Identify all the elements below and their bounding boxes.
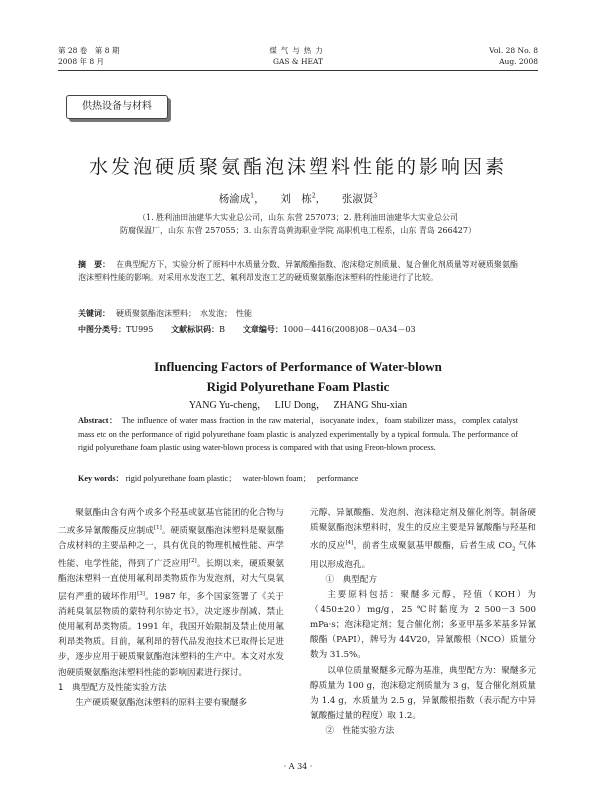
keywords-en-text: rigid polyurethane foam plastic； water-blown foam； performance (125, 474, 359, 483)
citation-3: [3] (137, 591, 145, 598)
keywords-en-label: Key words： (78, 474, 124, 483)
issue-date-en: Aug. 2008 (499, 57, 538, 66)
journal-name-cn: 煤气与热力 (269, 46, 327, 55)
section-heading-1: 1 典型配方及性能实验方法 (58, 682, 167, 693)
affiliations (60, 211, 536, 237)
intro-text-1: 聚氨酯由含有两个或多个羟基或氨基官能团的化合物与二或多异氰酸酯反应制成 (58, 508, 284, 536)
keywords-cn-label: 关键词： (78, 309, 110, 318)
citation-1: [1] (154, 525, 162, 532)
author-3-affil: 3 (373, 192, 378, 200)
clc-value: TU995 (126, 325, 154, 334)
author-line-cn (0, 191, 596, 206)
keywords-cn (78, 308, 518, 320)
abstract-en (78, 414, 518, 455)
author-line-en: YANG Yu-cheng， LIU Dong， ZHANG Shu-xian (188, 400, 408, 411)
keywords-en (78, 473, 518, 485)
author-3: 张淑贤 (341, 193, 374, 205)
section-badge: 供热设备与材料 (66, 95, 168, 119)
doc-code-value: B (219, 325, 226, 334)
author-2-affil: 2 (311, 192, 316, 200)
affiliation-line-1: （1. 胜利油田油建华大实业总公司，山东 东营 257073；2. 胜利油田油建华大实业总公司 (138, 213, 458, 222)
header-rule (58, 70, 538, 71)
article-title-en (0, 357, 596, 397)
abstract-cn (78, 258, 518, 284)
reaction-text-1: 元醇、异氰酸酯、发泡剂、泡沫稳定剂及催化剂等。制备硬质聚氨酯泡沫塑料时，发生的反应主要是异氰酸酯与羟基和水的反应 (310, 508, 536, 552)
keywords-cn-text: 硬质聚氨酯泡沫塑料； 水发泡； 性能 (116, 309, 252, 318)
classification-line (78, 324, 518, 336)
citation-2: [2] (188, 558, 197, 565)
formula-paragraph: 以单位质量聚醚多元醇为基准，典型配方为：聚醚多元醇质量为 100 g，泡沫稳定剂质量为 3 g，复合催化剂质量为 1.4 g，水质量为 2.5 g，异氰酸根指数（表示配方中异氰酸酯过量的程度）取 1.2。 (310, 665, 536, 721)
co2-subscript: 2 (512, 546, 516, 553)
issue-date: 2008 年 8 月 (58, 57, 105, 66)
body-column-right (310, 506, 536, 739)
volume-issue-en: Vol. 28 No. 8 (489, 46, 538, 55)
citation-4: [4] (345, 540, 354, 547)
intro-paragraph (58, 506, 284, 681)
section-1-paragraph: 生产硬质聚氨酯泡沫塑料的原料主要有聚醚多 (75, 697, 248, 708)
intro-text-4: 。1987 年，多个国家签署了《关于消耗臭氧层物质的蒙特利尔协定书》，决定逐步削减、禁止使用氟利昂类物质。1991 年，我国开始限制及禁止使用氟利昂类物质。目前，氟利昂的替代品发泡技术已取得长足进步，逐步应用于硬质聚氨酯泡沫塑料的生产中。本文对水发泡硬质聚氨酯泡沫塑料性能的影响因素进行探讨。 (58, 592, 284, 678)
reaction-text-2: ，前者生成聚氨基甲酸酯，后者生成 CO (353, 541, 513, 552)
title-en-line-1: Influencing Factors of Performance of Water-blown (154, 359, 442, 374)
author-1: 杨渝成 (218, 193, 251, 205)
author-separator: ， (315, 193, 321, 205)
article-number-label: 文章编号： (242, 325, 283, 334)
page-number: · A 34 · (283, 762, 313, 771)
running-header-volume-en (489, 45, 538, 67)
title-en-line-2: Rigid Polyurethane Foam Plastic (206, 379, 390, 394)
subheading-typical-formula: ① 典型配方 (325, 574, 378, 585)
abstract-cn-label: 摘 要： (78, 260, 111, 269)
clc-label: 中图分类号： (78, 325, 126, 334)
abstract-en-text: The influence of water mass fraction in the raw material，isocyanate index，foam stabilizer mass，complex catalyst mass etc on the performance of rigid polyurethane foam plastic is analyzed experimentally by a typical formula. The performance of rigid polyurethane foam plastic using water-blown process is compared with that using Freon-blown process. (78, 416, 519, 453)
article-number-value: 1000－4416(2008)08－0A34－03 (282, 325, 416, 334)
intro-text-3: 。长期以来，硬质聚氨酯泡沫塑料一直使用氟利昂类物质作为发泡剂，对大气臭氧层有严重的破坏作用 (58, 559, 284, 603)
author-1-affil: 1 (250, 192, 255, 200)
abstract-cn-text: 在典型配方下，实验分析了原料中水质量分数、异氰酸酯指数、泡沫稳定剂质量、复合催化剂质量等对硬质聚氨酯泡沫塑料性能的影响。对采用水发泡工艺、氟利昂发泡工艺的硬质聚氨酯泡沫塑料的性能进行了比较。 (78, 260, 518, 282)
reaction-text-3: 气体用以形成泡孔。 (310, 541, 536, 570)
article-title-cn: 水发泡硬质聚氨酯泡沫塑料性能的影响因素 (88, 156, 507, 178)
intro-text-2: 。硬质聚氨酯泡沫塑料是聚氨酯合成材料的主要品种之一，具有优良的物理机械性能、声学性能、电学性能，得到了广泛应用 (58, 525, 284, 569)
abstract-en-label: Abstract： (78, 416, 118, 425)
body-column-left (58, 506, 284, 711)
doc-code-label: 文献标识码： (171, 325, 220, 334)
volume-issue: 第 28 卷 第 8 期 (58, 46, 120, 55)
journal-name-en: GAS & HEAT (272, 57, 323, 66)
author-separator: ， (254, 193, 260, 205)
affiliation-line-2: 防腐保温厂，山东 东营 257055；3. 山东青岛黄海职业学院 高职机电工程系，山东 青岛 266427） (120, 226, 476, 235)
author-2: 刘 栋 (280, 193, 312, 205)
reaction-paragraph (310, 506, 536, 573)
materials-paragraph: 主要原料包括：聚醚多元醇，羟值（KOH）为（450±20）mg/g，25 ℃时黏度为 2 500－3 500 mPa·s；泡沫稳定剂；复合催化剂；多亚甲基多苯基多异氰酸酯（PAPI），牌号为 44V20，异氰酸根（NCO）质量分数为 31.5%。 (310, 590, 536, 661)
subheading-test-method: ② 性能实验方法 (325, 725, 395, 736)
